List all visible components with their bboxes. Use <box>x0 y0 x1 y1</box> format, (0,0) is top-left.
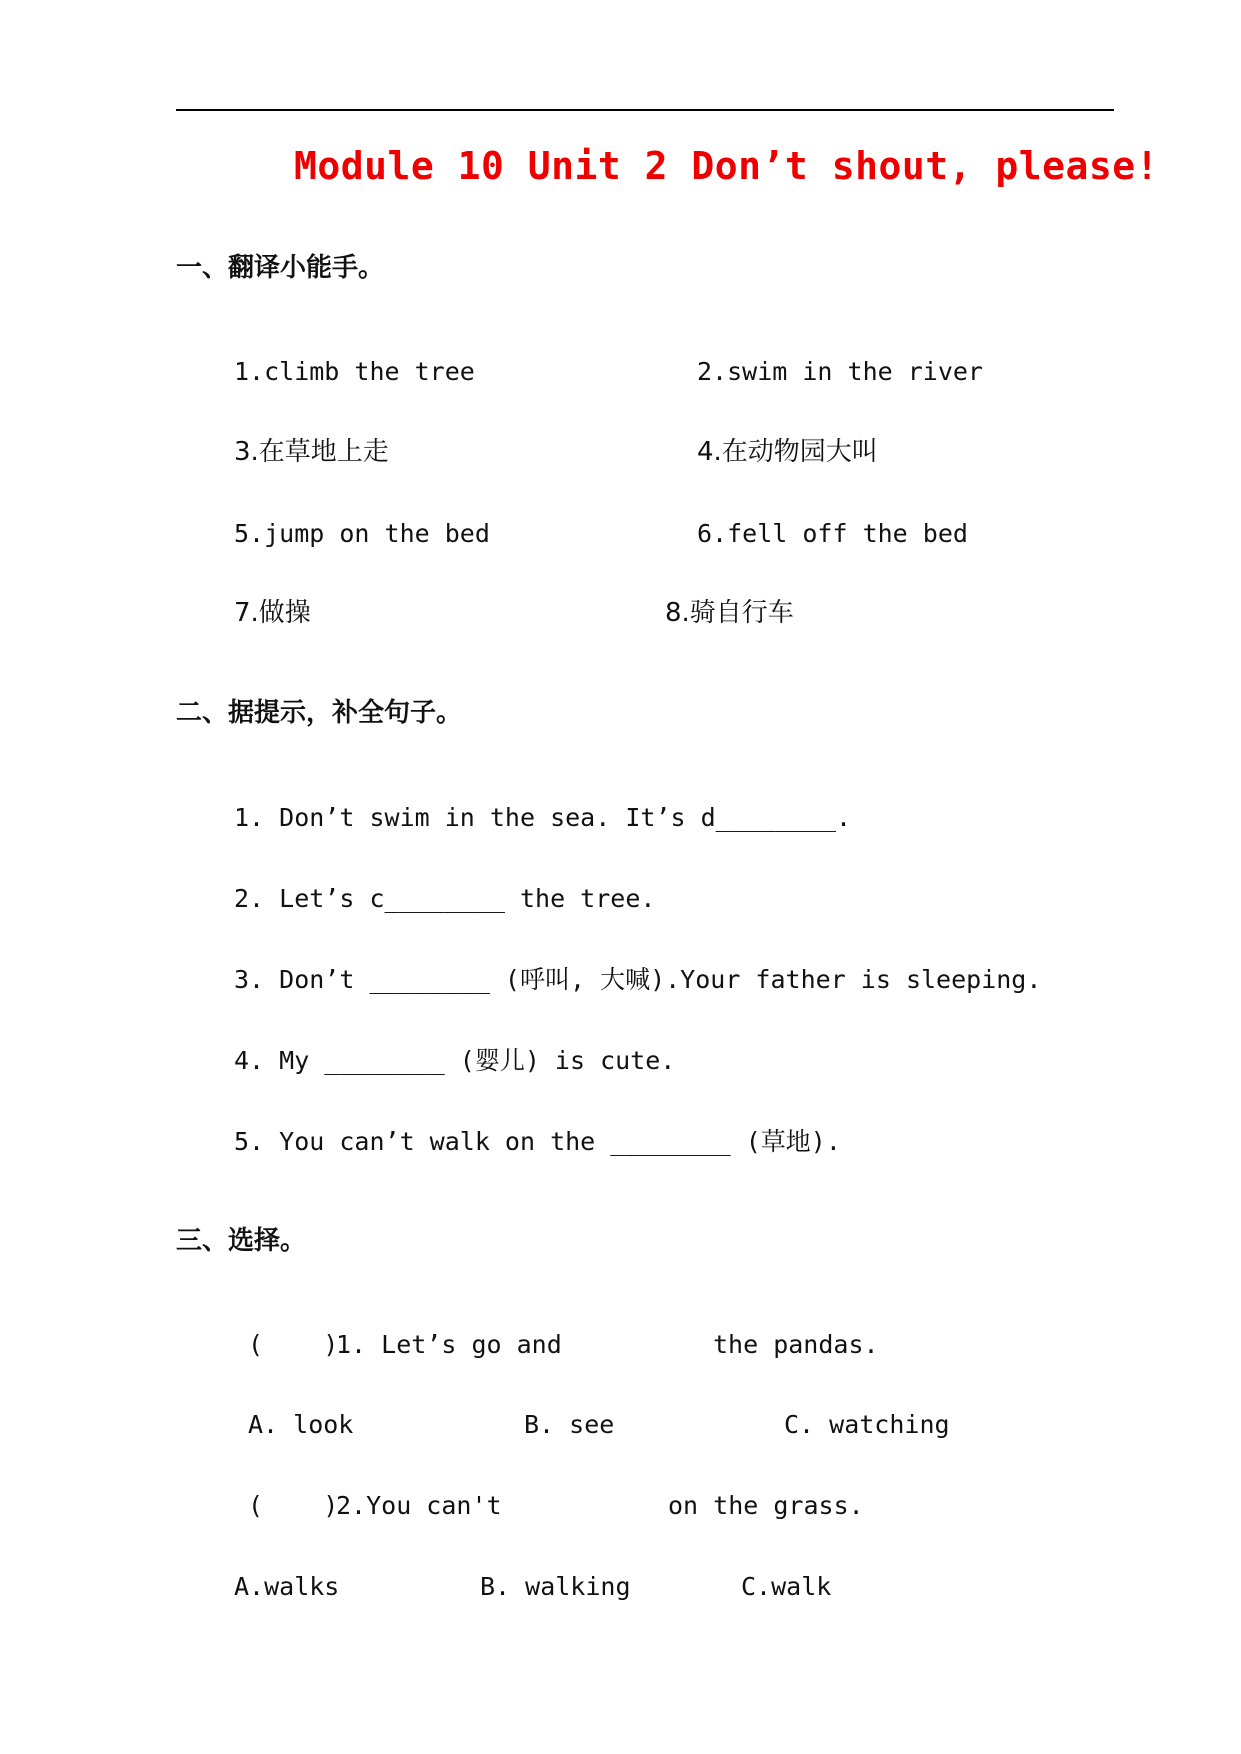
q1-option-b: B. see <box>524 1410 615 1439</box>
section1-heading: 一、翻译小能手。 <box>176 253 385 283</box>
s1-item-6: 6.fell off the bed <box>697 519 968 548</box>
page-title: Module 10 Unit 2 Don’t shout, please! <box>294 144 1159 188</box>
q1-stem: 1. Let’s go and <box>336 1330 562 1359</box>
s2-item-1: 1. Don’t swim in the sea. It’s d________. <box>234 803 852 832</box>
s2-item-3: 3. Don’t ________ (呼叫, 大喊).Your father is sleeping. <box>234 965 1042 994</box>
s2-item-5: 5. You can’t walk on the ________ (草地). <box>234 1127 841 1156</box>
section2-heading: 二、据提示，补全句子。 <box>176 698 463 728</box>
s1-item-1: 1.climb the tree <box>234 357 475 386</box>
header-rule <box>176 109 1114 111</box>
s1-item-3: 3.在草地上走 <box>234 437 389 467</box>
s1-item-8: 8.骑自行车 <box>665 598 794 628</box>
q2-tail: on the grass. <box>668 1491 864 1520</box>
q2-option-a: A.walks <box>234 1572 340 1601</box>
s1-item-5: 5.jump on the bed <box>234 519 490 548</box>
q1-option-a: A. look <box>248 1410 354 1439</box>
q2-answer-paren: ( ) <box>248 1491 339 1520</box>
s1-item-2: 2.swim in the river <box>697 357 983 386</box>
s1-item-7: 7.做操 <box>234 598 311 628</box>
q1-option-c: C. watching <box>784 1410 950 1439</box>
q2-option-c: C.walk <box>741 1572 832 1601</box>
s2-item-2: 2. Let’s c________ the tree. <box>234 884 656 913</box>
s1-item-4: 4.在动物园大叫 <box>697 437 878 467</box>
section3-heading: 三、选择。 <box>176 1226 307 1256</box>
q1-answer-paren: ( ) <box>248 1330 339 1359</box>
q2-stem: 2.You can't <box>336 1491 502 1520</box>
q2-option-b: B. walking <box>480 1572 631 1601</box>
s2-item-4: 4. My ________ (婴儿) is cute. <box>234 1046 676 1075</box>
q1-tail: the pandas. <box>713 1330 879 1359</box>
